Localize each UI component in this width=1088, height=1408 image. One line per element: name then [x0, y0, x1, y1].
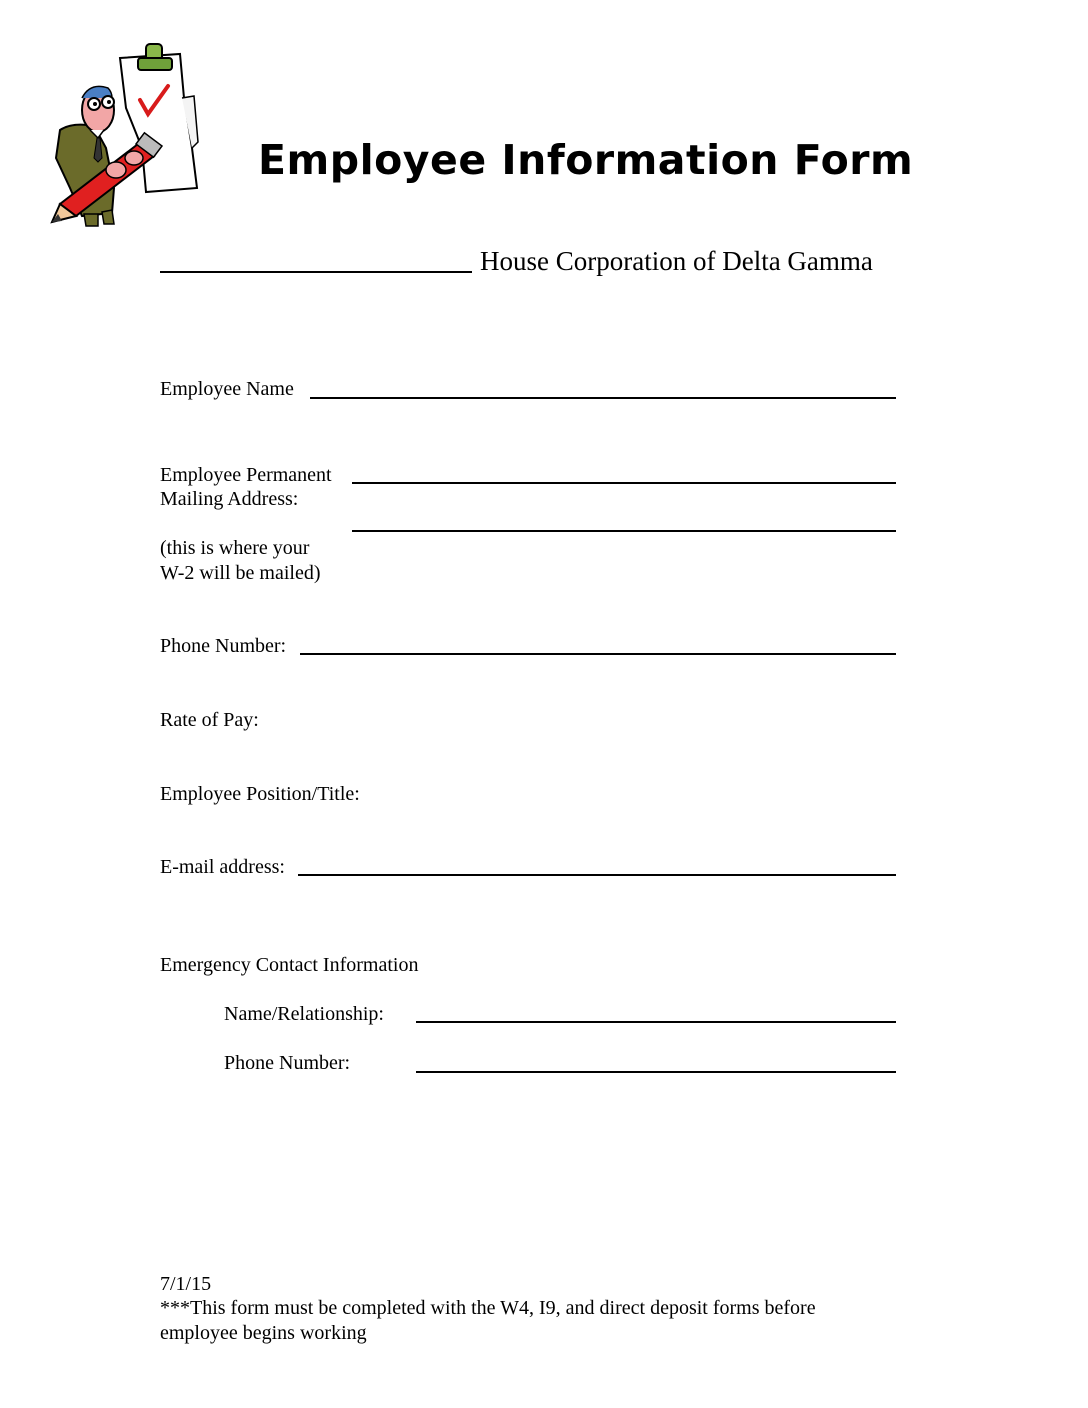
address-note-line2: W-2 will be mailed) [160, 562, 321, 584]
organization-name: House Corporation of Delta Gamma [480, 246, 873, 276]
address-line-1[interactable] [352, 482, 896, 484]
emergency-name-label: Name/Relationship: [224, 1003, 384, 1025]
emergency-phone-line[interactable] [416, 1071, 896, 1073]
emergency-phone-label: Phone Number: [224, 1052, 351, 1074]
page-title: Employee Information Form [258, 136, 914, 184]
emergency-name-line[interactable] [416, 1021, 896, 1023]
phone-line[interactable] [300, 653, 896, 655]
man-with-pencil-and-checklist-icon [42, 38, 202, 228]
employee-name-label: Employee Name [160, 378, 294, 400]
employee-name-line[interactable] [310, 397, 896, 399]
organization-blank-line[interactable] [160, 271, 472, 273]
rate-of-pay-label: Rate of Pay: [160, 709, 259, 731]
address-label-line1: Employee Permanent [160, 464, 332, 486]
position-label: Employee Position/Title: [160, 783, 360, 805]
footer-note-line1: ***This form must be completed with the W4, I9, and direct deposit forms before [160, 1297, 816, 1319]
emergency-heading: Emergency Contact Information [160, 954, 419, 976]
address-line-2[interactable] [352, 530, 896, 532]
address-note-line1: (this is where your [160, 537, 310, 559]
email-line[interactable] [298, 874, 896, 876]
address-label-line2: Mailing Address: [160, 488, 299, 510]
footer-note-line2: employee begins working [160, 1322, 367, 1344]
footer-date: 7/1/15 [160, 1273, 212, 1295]
email-label: E-mail address: [160, 856, 285, 878]
phone-label: Phone Number: [160, 635, 287, 657]
